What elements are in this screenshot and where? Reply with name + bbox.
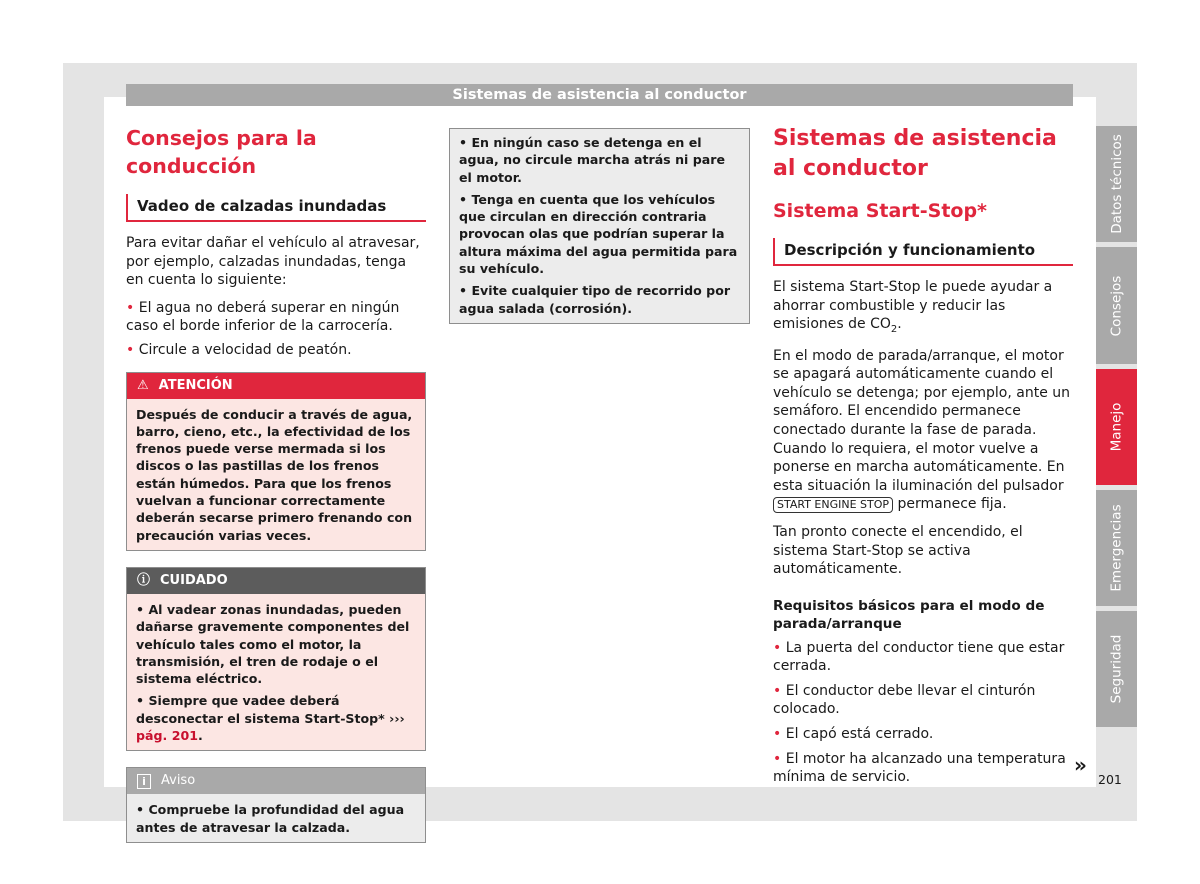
bullet-icon: • (773, 750, 786, 767)
continue-marker: » (1074, 753, 1087, 777)
bullet-icon: • (126, 299, 139, 316)
column-left (126, 124, 426, 843)
warning-box (126, 372, 426, 551)
start-engine-stop-button-label: START ENGINE STOP (773, 497, 893, 513)
bullet-icon: • (126, 341, 139, 358)
bullet-icon: • (773, 639, 786, 656)
section-title: Sistema Start-Stop* (773, 200, 987, 222)
paragraph: En el modo de parada/arranque, el motor se apagará automáticamente cuando el vehículo se detenga; por ejemplo, ante un semáforo. El encendido permanece conectado durante la fase de parada. Cuando lo requiera, el motor vuelve a ponerse en marcha automáticamente. En esta situación la iluminación del pulsador START ENGINE STOP permanece fija. (773, 347, 1071, 513)
list-item: • La puerta del conductor tiene que estar cerrada. (773, 639, 1065, 675)
tab-emergencias[interactable]: Emergencias (1096, 490, 1137, 606)
warning-text: Después de conducir a través de agua, barro, cieno, etc., la efectividad de los frenos puede verse mermada si los discos o las pastillas de los frenos están húmedos. Para que los frenos vuelvan a funcionar correctamente deberán secarse primero frenando con precaución varias veces. (136, 406, 413, 543)
section-heading: Vadeo de calzadas inundadas (126, 194, 426, 222)
note-header: i Aviso (127, 768, 425, 794)
note-box (126, 767, 426, 843)
list-item: • Siempre que vadee deberá desconectar el sistema Start-Stop* ››› pág. 201. (136, 693, 405, 744)
subsection-heading: Descripción y funcionamiento (773, 238, 1073, 266)
info-icon: i (137, 774, 151, 789)
bullet-icon: • (773, 682, 786, 699)
list-item: • El agua no deberá superar en ningún caso el borde inferior de la carrocería. (126, 299, 400, 335)
caution-box (126, 567, 426, 751)
chapter-title-right: Sistemas de asistencia al conductor (773, 126, 1057, 181)
tab-seguridad[interactable]: Seguridad (1096, 611, 1137, 727)
list-item: • Circule a velocidad de peatón. (126, 341, 352, 358)
page-reference-link[interactable]: pág. 201 (136, 728, 198, 744)
warning-triangle-icon: ⚠ (137, 377, 149, 393)
exclamation-circle-icon: ⓘ (137, 572, 151, 588)
column-middle (449, 124, 750, 324)
tab-datos-tecnicos[interactable]: Datos técnicos (1096, 126, 1137, 242)
tab-consejos[interactable]: Consejos (1096, 247, 1137, 364)
running-header: Sistemas de asistencia al conductor (126, 84, 1073, 106)
list-item: • El capó está cerrado. (773, 726, 934, 743)
note-text: • Compruebe la profundidad del agua antes de atravesar la calzada. (136, 802, 405, 835)
list-item: • Tenga en cuenta que los vehículos que circulan en dirección contraria provocan olas que podrían superar la altura máxima del agua permitida para su vehículo. (459, 191, 738, 277)
tab-manejo[interactable]: Manejo (1096, 369, 1137, 485)
list-item: • Evite cualquier tipo de recorrido por agua salada (corrosión). (459, 283, 731, 316)
paragraph: El sistema Start-Stop le puede ayudar a ahorrar combustible y reducir las emisiones de $CO_2$. (773, 279, 1053, 335)
chapter-title: Consejos para la conducción (126, 126, 317, 178)
intro-paragraph: Para evitar dañar el vehículo al atravesar, por ejemplo, calzadas inundadas, tenga en cuenta lo siguiente: (126, 235, 420, 289)
paragraph: Tan pronto conecte el encendido, el sistema Start-Stop se activa automáticamente. (773, 523, 1023, 578)
list-item: • El conductor debe llevar el cinturón colocado. (773, 682, 1036, 718)
list-item: • En ningún caso se detenga en el agua, no circule marcha atrás ni pare el motor. (459, 135, 725, 185)
caution-header: ⓘ CUIDADO (127, 568, 425, 594)
column-right (773, 124, 1073, 787)
bullet-icon: • (773, 726, 786, 743)
caution-continued-box (449, 128, 750, 324)
caution-text (127, 594, 425, 750)
warning-header: ⚠ ATENCIÓN (127, 373, 425, 399)
list-item: • El motor ha alcanzado una temperatura mínima de servicio. (773, 750, 1066, 786)
list-item: • Al vadear zonas inundadas, pueden dañarse gravemente componentes del vehículo tales como el motor, la transmisión, el tren de rodaje o el sistema eléctrico. (136, 601, 410, 687)
page-number: 201 (1098, 772, 1122, 787)
requirements-heading: Requisitos básicos para el modo de parada/arranque (773, 597, 1045, 633)
